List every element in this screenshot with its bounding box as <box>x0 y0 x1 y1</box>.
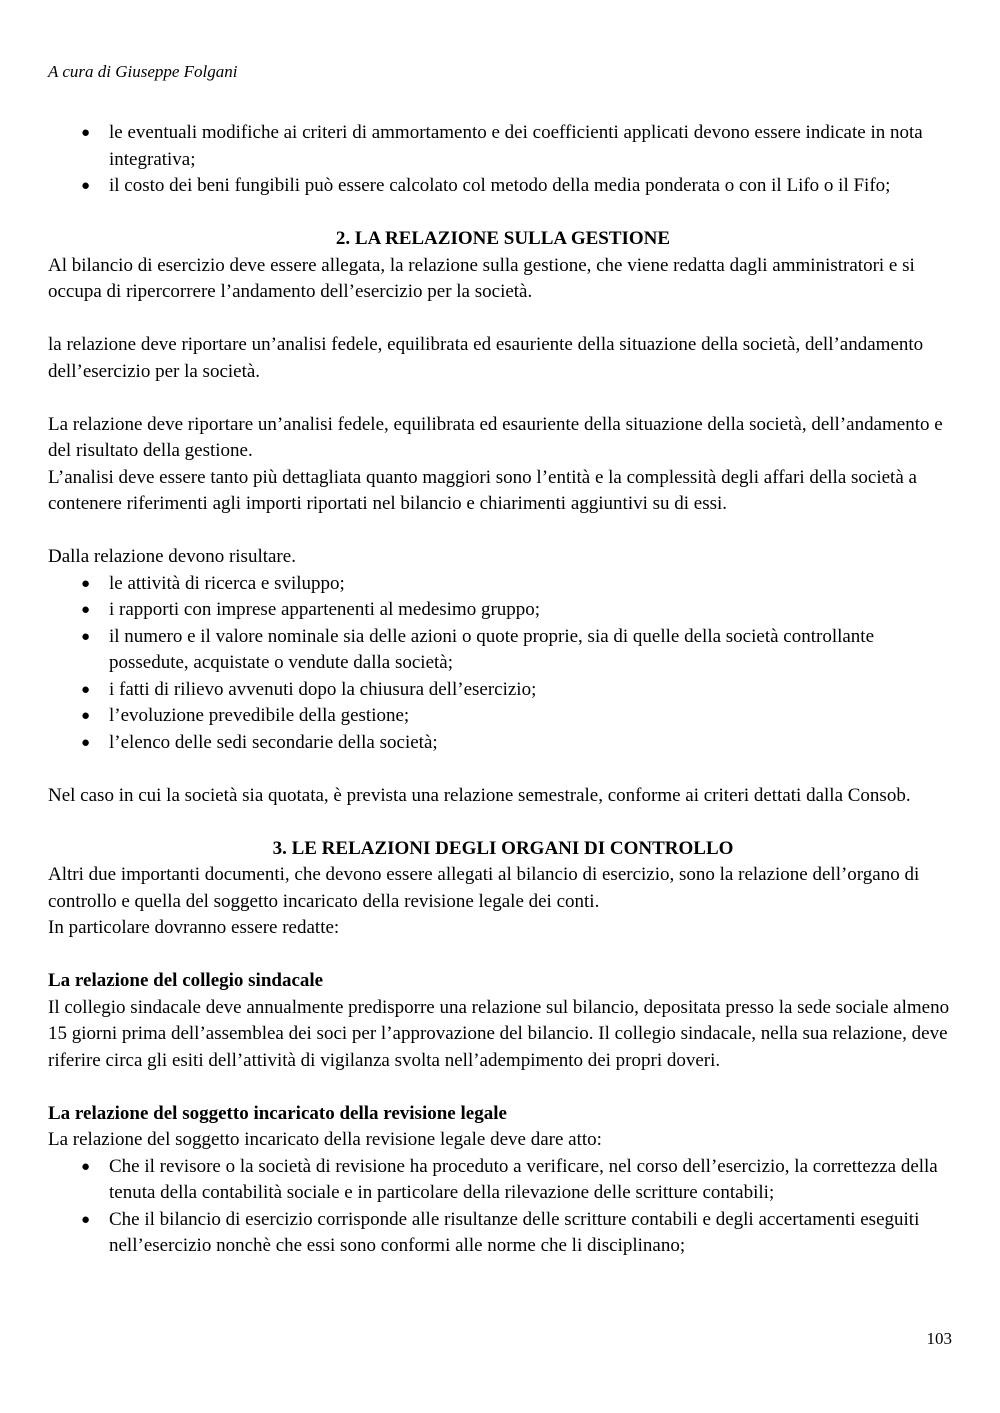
page-content <box>48 120 958 1260</box>
section-2-bullet-list <box>48 571 958 757</box>
bullet-icon: ● <box>81 681 91 698</box>
list-item <box>48 703 958 730</box>
intro-bullet-list <box>48 120 958 200</box>
section-2-paragraph-3a: La relazione deve riportare un’analisi fedele, equilibrata ed esauriente della situazione della società, dell’andamento e del risultato della gestione. <box>48 413 943 461</box>
page-number: 103 <box>926 1329 952 1348</box>
list-item-text: l’evoluzione prevedibile della gestione; <box>109 705 410 726</box>
page-header-author: A cura di Giuseppe Folgani <box>48 62 238 81</box>
bullet-icon: ● <box>81 708 91 724</box>
list-item <box>48 624 958 677</box>
bullet-icon: ● <box>81 628 91 645</box>
bullet-icon: ● <box>81 575 91 592</box>
list-item <box>48 597 958 624</box>
section-2-paragraph-2: la relazione deve riportare un’analisi fedele, equilibrata ed esauriente della situazione della società, dell’andamento dell’esercizio per la società. <box>48 334 924 382</box>
list-item-text: il numero e il valore nominale sia delle azioni o quote proprie, sia di quelle della società controllante possedute, acquistate o vendute dalla società; <box>109 625 875 673</box>
bullet-icon: ● <box>81 125 91 141</box>
section-2-paragraph-4: Nel caso in cui la società sia quotata, è prevista una relazione semestrale, conforme ai criteri dettati dalla Consob. <box>48 784 911 806</box>
bullet-icon: ● <box>81 602 91 618</box>
list-item-text: Che il bilancio di esercizio corrisponde alle risultanze delle scritture contabili e degli accertamenti eseguiti nell’esercizio nonchè che essi sono conformi alle norme che li disciplinano; <box>109 1208 920 1256</box>
list-item <box>48 730 958 757</box>
list-item-text: le attività di ricerca e sviluppo; <box>109 572 345 594</box>
list-item-text: Che il revisore o la società di revisione ha proceduto a verificare, nel corso dell’esercizio, la correttezza della tenuta della contabilità sociale e in particolare della rilevazione delle scritture contabili; <box>109 1155 938 1203</box>
list-item <box>48 1154 958 1207</box>
list-item <box>48 571 958 598</box>
section-3-heading: 3. LE RELAZIONI DEGLI ORGANI DI CONTROLLO <box>272 837 734 859</box>
subsection-collegio-sindacale-text: Il collegio sindacale deve annualmente predisporre una relazione sul bilancio, depositata presso la sede sociale almeno 15 giorni prima dell’assemblea dei soci per l’approvazione del bilancio. Il collegio sindacale, nella sua relazione, deve riferire circa gli esiti dell’attività di vigilanza svolta nell’adempimento dei propri doveri. <box>48 996 950 1071</box>
section-2-list-intro: Dalla relazione devono risultare. <box>48 546 296 567</box>
section-3-paragraph-2: In particolare dovranno essere redatte: <box>48 917 340 938</box>
list-item <box>48 173 958 200</box>
list-item <box>48 120 958 173</box>
list-item-text: i fatti di rilievo avvenuti dopo la chiusura dell’esercizio; <box>109 678 537 700</box>
section-2-paragraph-1: Al bilancio di esercizio deve essere allegata, la relazione sulla gestione, che viene redatta dagli amministratori e si occupa di ripercorrere l’andamento dell’esercizio per la società. <box>48 254 915 302</box>
list-item-text: le eventuali modifiche ai criteri di ammortamento e dei coefficienti applicati devono essere indicate in nota integrativa; <box>109 122 923 170</box>
list-item-text: i rapporti con imprese appartenenti al medesimo gruppo; <box>109 599 541 620</box>
section-3-bullet-list <box>48 1154 958 1260</box>
subsection-revisione-legale-title: La relazione del soggetto incaricato della revisione legale <box>48 1102 507 1124</box>
section-2-heading: 2. LA RELAZIONE SULLA GESTIONE <box>335 228 671 249</box>
list-item <box>48 677 958 704</box>
bullet-icon: ● <box>81 1211 91 1228</box>
list-item-text: l’elenco delle sedi secondarie della società; <box>109 731 438 753</box>
bullet-icon: ● <box>81 178 91 194</box>
list-item-text: il costo dei beni fungibili può essere calcolato col metodo della media ponderata o con il Lifo o il Fifo; <box>109 175 891 196</box>
list-item <box>48 1207 958 1260</box>
section-2-paragraph-3b: L’analisi deve essere tanto più dettagliata quanto maggiori sono l’entità e la complessità degli affari della società a contenere riferimenti agli importi riportati nel bilancio e chiarimenti aggiuntivi su di essi. <box>48 466 917 514</box>
subsection-revisione-legale-text: La relazione del soggetto incaricato della revisione legale deve dare atto: <box>48 1129 602 1150</box>
subsection-collegio-sindacale-title: La relazione del collegio sindacale <box>48 970 324 991</box>
bullet-icon: ● <box>81 734 91 751</box>
section-3-paragraph-1: Altri due importanti documenti, che devono essere allegati al bilancio di esercizio, sono la relazione dell’organo di controllo e quella del soggetto incaricato della revisione legale dei conti. <box>48 864 920 912</box>
bullet-icon: ● <box>81 1158 91 1175</box>
